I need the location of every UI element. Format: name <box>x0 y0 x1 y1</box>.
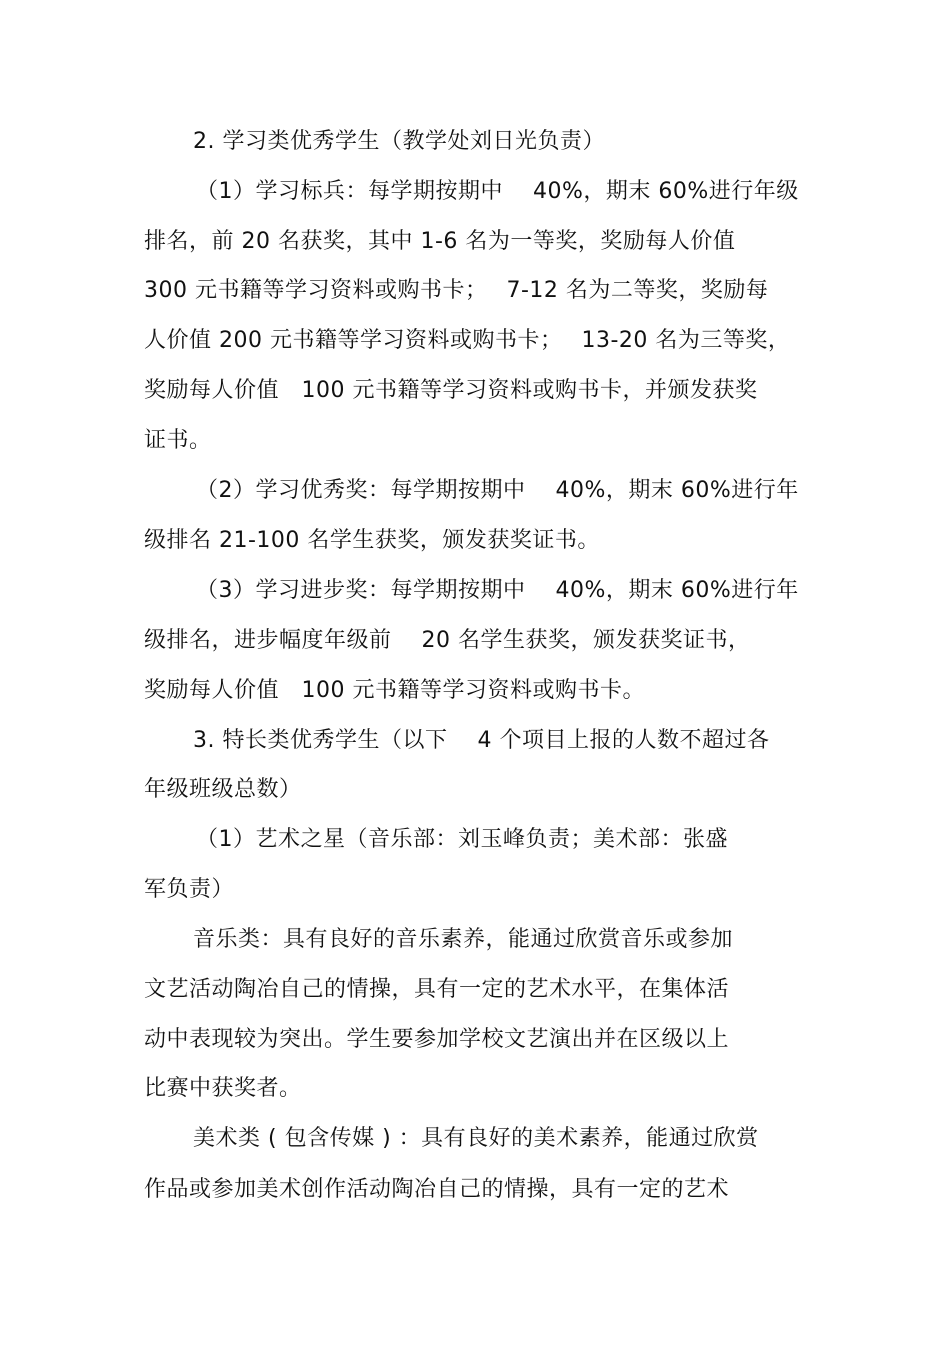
text-line: 音乐类：具有良好的音乐素养，能通过欣赏音乐或参加 <box>193 927 734 952</box>
text-line: 军负责） <box>144 877 235 902</box>
text-line: （3）学习进步奖：每学期按期中 40%，期末 60%进行年 <box>196 578 799 603</box>
text-line: 3. 特长类优秀学生（以下 4 个项目上报的人数不超过各 <box>193 728 770 753</box>
text-line: 作品或参加美术创作活动陶冶自己的情操，具有一定的艺术 <box>144 1177 730 1202</box>
text-line: 证书。 <box>144 428 212 453</box>
text-line: （1）艺术之星（音乐部：刘玉峰负责；美术部：张盛 <box>196 827 728 852</box>
text-line: 年级班级总数） <box>144 777 302 802</box>
text-line: 美术类 ( 包含传媒 ) ：具有良好的美术素养，能通过欣赏 <box>193 1126 759 1151</box>
text-line: 文艺活动陶冶自己的情操，具有一定的艺术水平，在集体活 <box>144 977 730 1002</box>
text-line: 排名，前 20 名获奖，其中 1-6 名为一等奖，奖励每人价值 <box>144 229 736 254</box>
text-line: 奖励每人价值 100 元书籍等学习资料或购书卡，并颁发获奖 <box>144 378 758 403</box>
text-line: 2. 学习类优秀学生（教学处刘日光负责） <box>193 129 605 154</box>
text-line: 300 元书籍等学习资料或购书卡； 7-12 名为二等奖，奖励每 <box>144 278 769 303</box>
text-line: （1）学习标兵：每学期按期中 40%，期末 60%进行年级 <box>196 179 799 204</box>
text-line: 比赛中获奖者。 <box>144 1076 302 1101</box>
text-line: 奖励每人价值 100 元书籍等学习资料或购书卡。 <box>144 678 645 703</box>
text-line: 人价值 200 元书籍等学习资料或购书卡； 13-20 名为三等奖， <box>144 328 791 353</box>
text-line: 级排名，进步幅度年级前 20 名学生获奖，颁发获奖证书， <box>144 628 751 653</box>
text-line: 级排名 21-100 名学生获奖，颁发获奖证书。 <box>144 528 600 553</box>
text-line: 动中表现较为突出。学生要参加学校文艺演出并在区级以上 <box>144 1027 730 1052</box>
text-line: （2）学习优秀奖：每学期按期中 40%，期末 60%进行年 <box>196 478 799 503</box>
